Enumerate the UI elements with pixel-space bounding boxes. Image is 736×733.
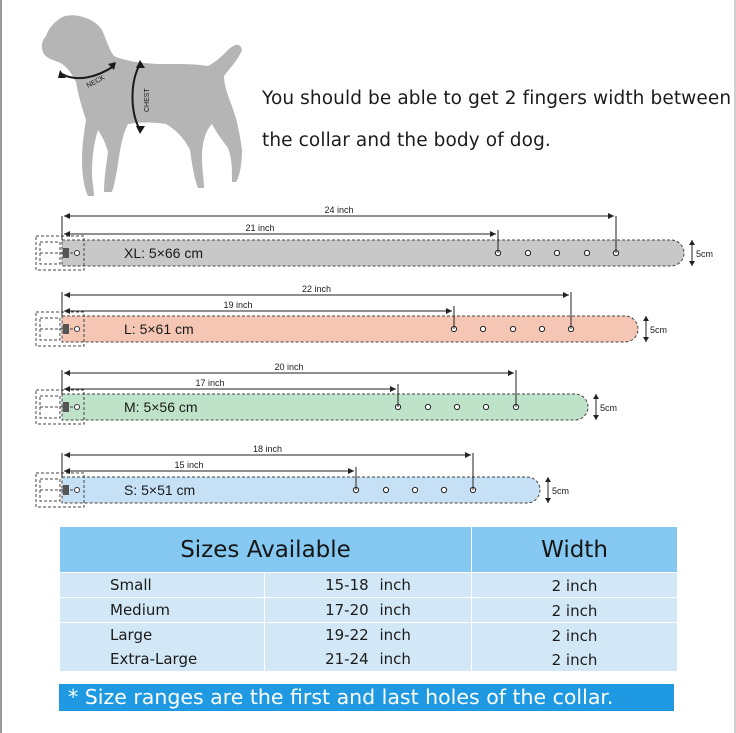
buckle-loop-hole xyxy=(75,488,80,493)
range-cell: 21-24 inch xyxy=(325,650,411,668)
width-arrowhead xyxy=(593,394,599,399)
dimension-arrowhead xyxy=(508,370,514,376)
collar-width-label: 5cm xyxy=(552,486,570,496)
collar-hole xyxy=(441,487,446,492)
collar-size-label: S: 5×51 cm xyxy=(124,482,196,498)
collar-width-label: 5cm xyxy=(600,403,618,413)
width-arrowhead xyxy=(643,337,649,342)
dimension-arrowhead xyxy=(608,213,614,219)
buckle-rivet xyxy=(63,248,69,258)
buckle-rivet xyxy=(63,324,69,334)
collar-width-label: 5cm xyxy=(696,249,714,259)
dimension-arrowhead xyxy=(465,452,471,458)
size-cell: Small xyxy=(110,576,152,594)
fit-note-line-1: You should be able to get 2 fingers width between xyxy=(262,88,732,109)
collar-hole xyxy=(539,326,544,331)
dimension-arrowhead xyxy=(64,386,70,392)
inner-length-label: 19 inch xyxy=(223,300,253,310)
dimension-arrowhead xyxy=(64,292,70,298)
size-table-header xyxy=(60,527,677,572)
dimension-arrowhead xyxy=(390,386,396,392)
width-cell: 2 inch xyxy=(551,651,598,669)
outer-length-label: 18 inch xyxy=(252,444,283,454)
collar-hole xyxy=(412,487,417,492)
dimension-arrowhead xyxy=(490,231,496,237)
outer-length-label: 24 inch xyxy=(324,205,354,215)
range-cell: 15-18 inch xyxy=(325,576,411,594)
fit-note-line-2: the collar and the body of dog. xyxy=(262,130,551,151)
dimension-arrowhead xyxy=(64,308,70,314)
dimension-arrowhead xyxy=(446,308,452,314)
collar-hole xyxy=(480,326,485,331)
collar-hole xyxy=(383,487,388,492)
collar-hole xyxy=(584,250,589,255)
collar-hole xyxy=(510,326,515,331)
dimension-arrowhead xyxy=(64,452,70,458)
width-arrowhead xyxy=(689,240,695,245)
neck-arrow-head-left xyxy=(58,70,66,78)
width-arrowhead xyxy=(643,316,649,321)
dog-silhouette xyxy=(42,15,242,196)
width-arrowhead xyxy=(545,498,551,503)
collar-size-label: L: 5×61 cm xyxy=(124,321,194,337)
neck-label: NECK xyxy=(85,74,107,90)
header-sizes-available: Sizes Available xyxy=(180,537,351,563)
collar-hole xyxy=(525,250,530,255)
width-arrowhead xyxy=(545,477,551,482)
buckle-loop-hole xyxy=(75,405,80,410)
chest-label: CHEST xyxy=(144,88,151,112)
outer-length-label: 20 inch xyxy=(274,362,304,372)
collar-size-diagrams xyxy=(0,196,736,516)
dimension-arrowhead xyxy=(64,370,70,376)
size-cell: Extra-Large xyxy=(110,650,198,668)
buckle-loop-hole xyxy=(75,327,80,332)
collar-hole xyxy=(454,404,459,409)
table-row xyxy=(60,573,677,597)
collar-size-label: XL: 5×66 cm xyxy=(124,245,203,261)
size-cell: Medium xyxy=(110,601,170,619)
header-width: Width xyxy=(541,537,608,563)
dimension-arrowhead xyxy=(64,213,70,219)
inner-length-label: 21 inch xyxy=(245,223,275,233)
collar-hole xyxy=(425,404,430,409)
range-cell: 17-20 inch xyxy=(325,601,411,619)
range-cell: 19-22 inch xyxy=(325,626,411,644)
width-arrowhead xyxy=(593,415,599,420)
inner-length-label: 17 inch xyxy=(195,378,225,388)
collar-width-label: 5cm xyxy=(650,325,668,335)
width-cell: 2 inch xyxy=(551,602,598,620)
table-row xyxy=(60,598,677,622)
table-row xyxy=(60,647,677,671)
table-row xyxy=(60,623,677,647)
dog-measurement-illustration xyxy=(36,12,246,202)
chest-arrow-head-bottom xyxy=(136,126,145,134)
size-range-footnote: * Size ranges are the first and last holes of the collar. xyxy=(59,684,674,711)
width-cell: 2 inch xyxy=(551,627,598,645)
collar-hole xyxy=(483,404,488,409)
width-cell: 2 inch xyxy=(551,577,598,595)
outer-length-label: 22 inch xyxy=(301,284,332,294)
collar-hole xyxy=(554,250,559,255)
dimension-arrowhead xyxy=(563,292,569,298)
dimension-arrowhead xyxy=(348,468,354,474)
width-arrowhead xyxy=(689,261,695,266)
buckle-rivet xyxy=(63,402,69,412)
collar-size-label: M: 5×56 cm xyxy=(124,399,198,415)
size-cell: Large xyxy=(110,626,153,644)
buckle-rivet xyxy=(63,485,69,495)
buckle-loop-hole xyxy=(75,251,80,256)
inner-length-label: 15 inch xyxy=(174,460,204,470)
